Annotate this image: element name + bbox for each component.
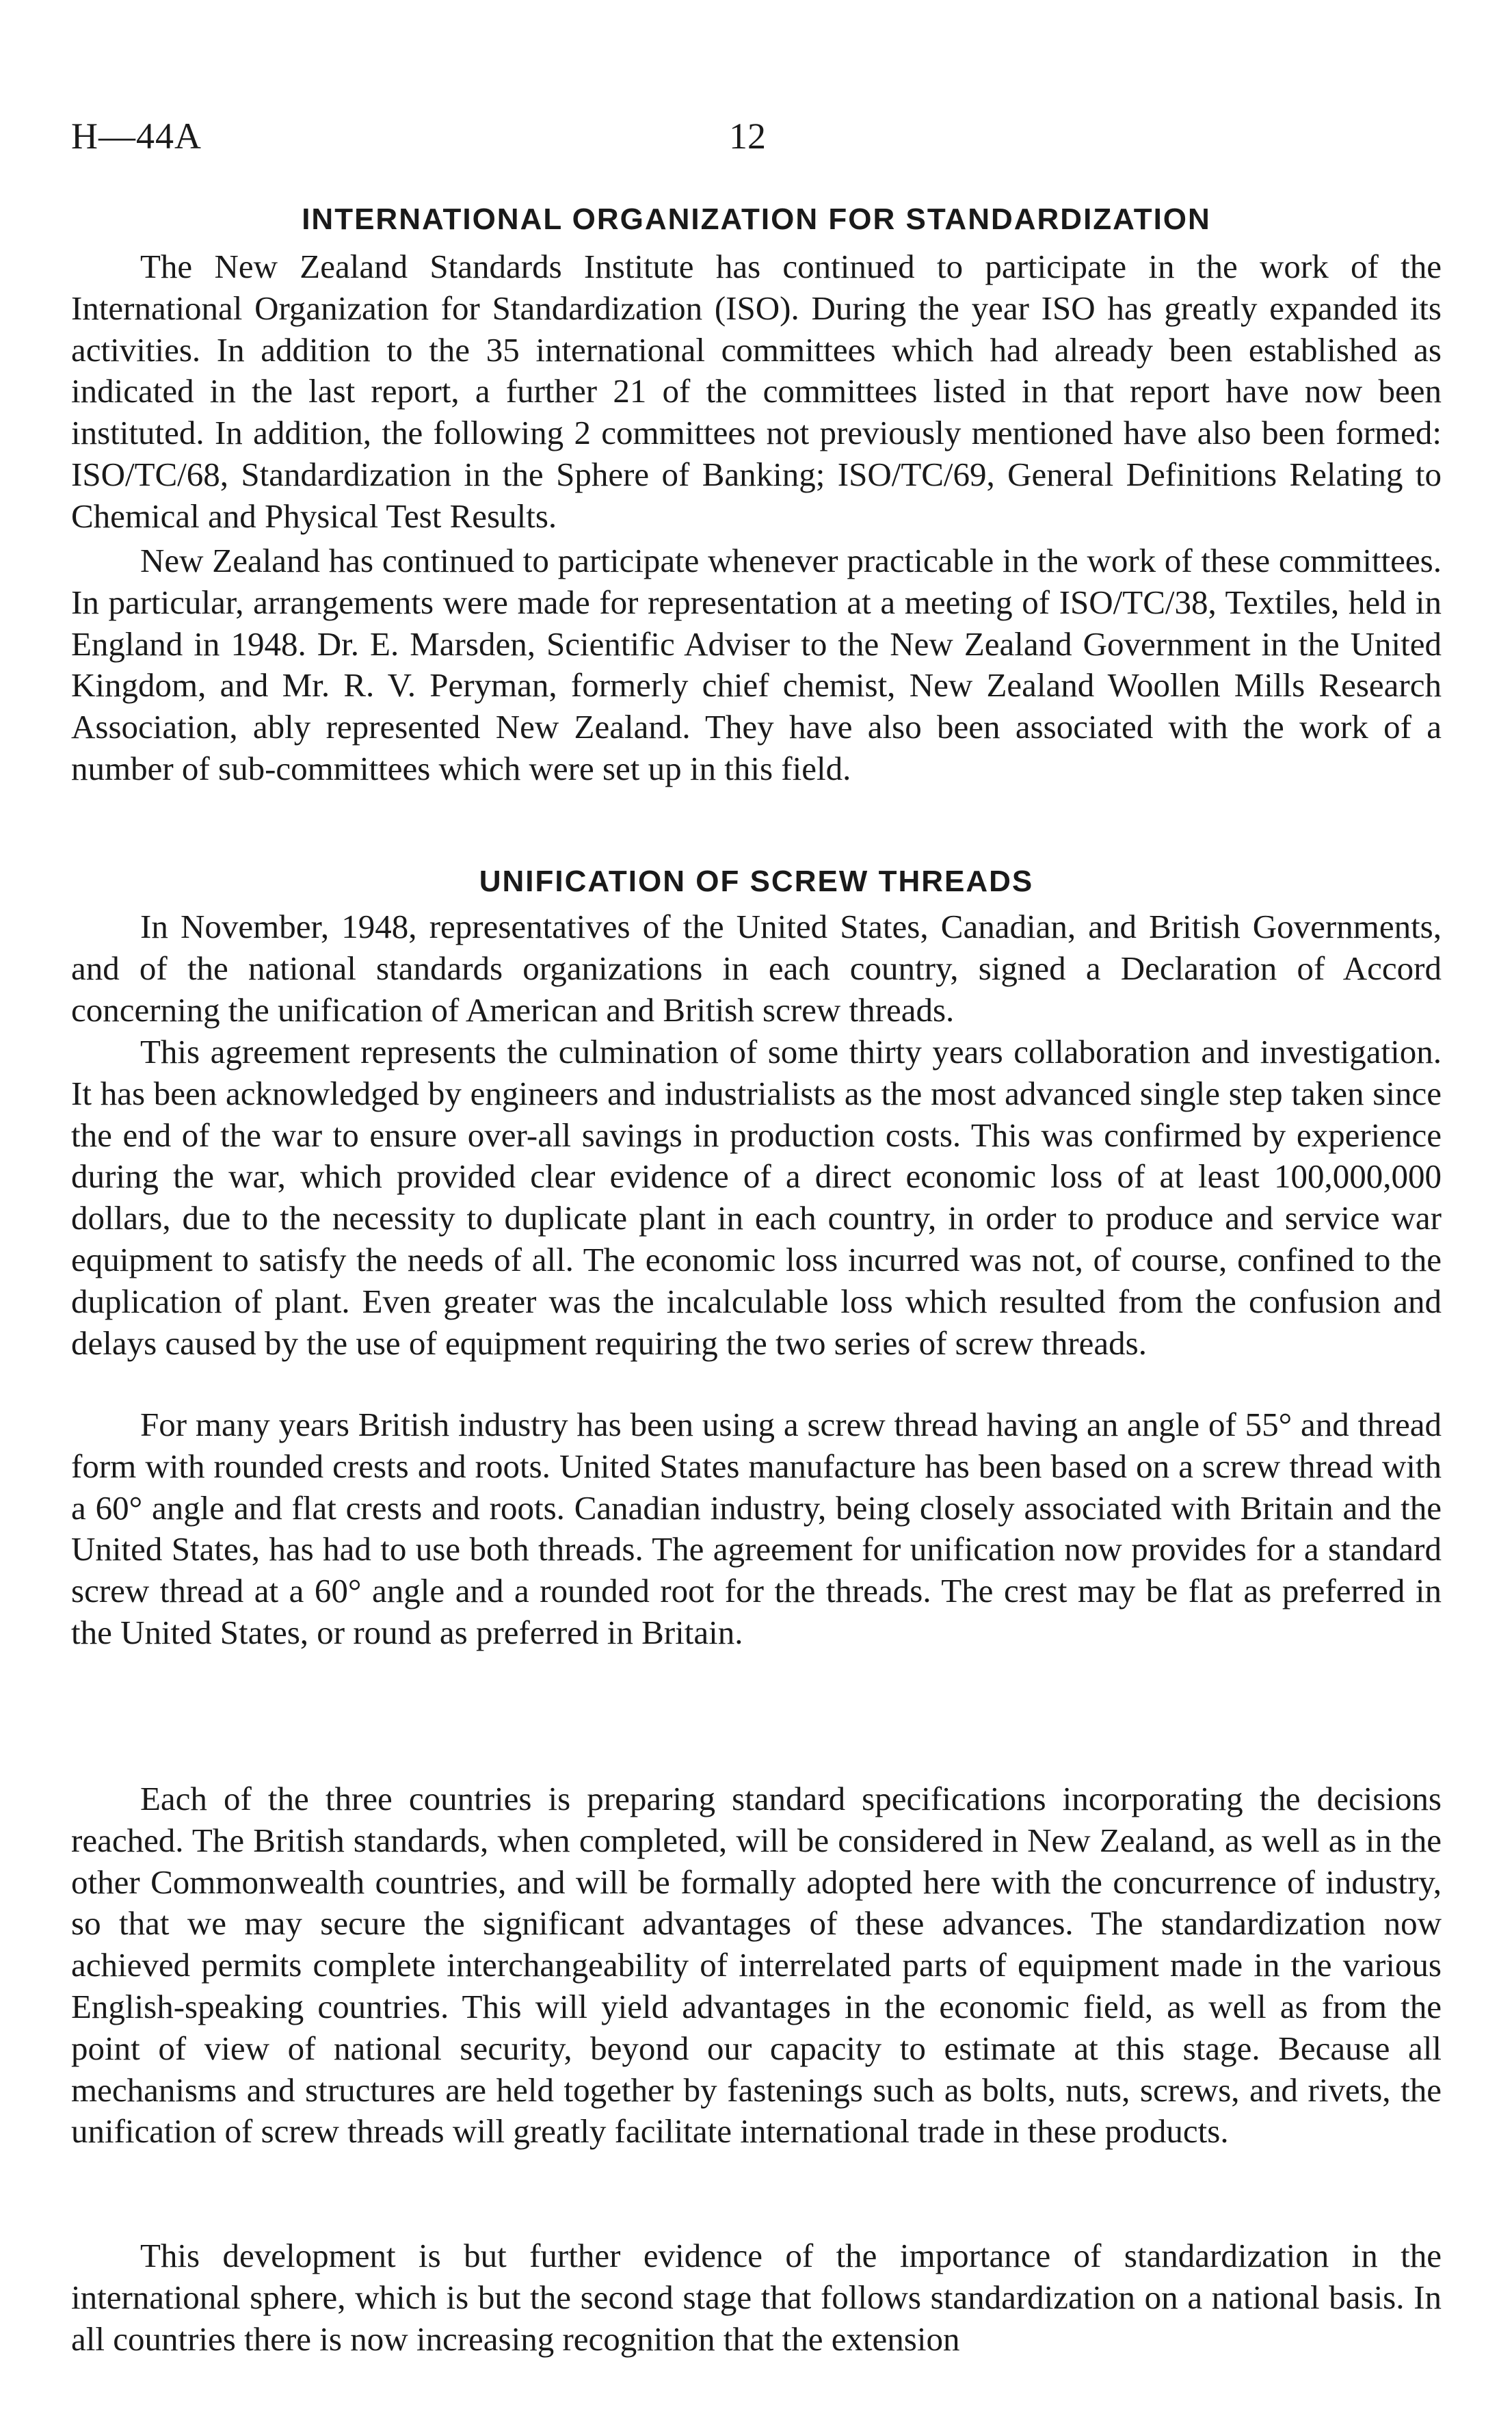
paragraph-international-sphere: This development is but further evidence of the importance of standardization in the international sphere, which is but the second stage that follows standardization on a national basis. In all countries there is now increasing recognition that the extension xyxy=(71,2237,1442,2358)
page-number: 12 xyxy=(729,116,766,157)
document-reference-code: H—44A xyxy=(71,116,202,157)
paragraph-standard-specifications: Each of the three countries is preparing standard specifications incorporating the decisions reached. The British standards, when completed, will be considered in New Zealand, as well as in the other Commonwealth countries, and will be formally adopted here with the concurrence of industry, so that we may secure the significant advantages of these advances. The standardization now achieved permits complete interchangeability of interrelated parts of equipment made in the various English-speaking countries. This will yield advantages in the economic field, as well as from the point of view of national security, beyond our capacity to estimate at this stage. Because all mechanisms and structures are held together by fastenings such as bolts, nuts, screws, and rivets, the unification of screw threads will greatly facilitate international trade in these products. xyxy=(71,1780,1442,2151)
paragraph-agreement-culmination: This agreement represents the culmination of some thirty years collaboration and investigation. It has been acknowledged by engineers and industrialists as the most advanced single step taken since the end of the war to ensure over-all savings in production costs. This was confirmed by experience during the war, which provided clear evidence of a direct economic loss of at least 100,000,000 dollars, due to the necessity to duplicate plant in each country, in order to produce and service war equipment to satisfy the needs of all. The economic loss incurred was not, of course, confined to the duplication of plant. Even greater was the incalculable loss which resulted from the confusion and delays caused by the use of equipment requiring the two series of screw threads. xyxy=(71,1033,1442,1362)
paragraph-thread-angles: For many years British industry has been using a screw thread having an angle of 55° and thread form with rounded crests and roots. United States manufacture has been based on a screw thread with a 60° angle and flat crests and roots. Canadian industry, being closely associated with Britain and the United States, has had to use both threads. The agreement for unification now provides for a standard screw thread at a 60° angle and a rounded root for the threads. The crest may be flat as preferred in the United States, or round as preferred in Britain. xyxy=(71,1406,1442,1651)
section-heading-iso: INTERNATIONAL ORGANIZATION FOR STANDARDIZATION xyxy=(302,202,1211,236)
section-heading-screw-threads: UNIFICATION OF SCREW THREADS xyxy=(479,865,1034,898)
paragraph-declaration-of-accord: In November, 1948, representatives of the United States, Canadian, and British Governments, and of the national standards organizations in each country, signed a Declaration of Accord concerning the unification of American and British screw threads. xyxy=(71,908,1442,1029)
paragraph-iso-participation: New Zealand has continued to participate whenever practicable in the work of these committees. In particular, arrangements were made for representation at a meeting of ISO/TC/38, Textiles, held in England in 1948. Dr. E. Marsden, Scientific Adviser to the New Zealand Government in the United Kingdom, and Mr. R. V. Peryman, formerly chief chemist, New Zealand Woollen Mills Research Association, ably represented New Zealand. They have also been associated with the work of a number of sub-committees which were set up in this field. xyxy=(71,542,1442,787)
paragraph-iso-activities: The New Zealand Standards Institute has continued to participate in the work of the International Organization for Standardization (ISO). During the year ISO has greatly expanded its activities. In addition to the 35 international committees which had already been established as indicated in the last report, a further 21 of the committees listed in that report have now been instituted. In addition, the following 2 committees not previously mentioned have also been formed: ISO/TC/68, Standardization in the Sphere of Banking; ISO/TC/69, General Definitions Relating to Chemical and Physical Test Results. xyxy=(71,248,1442,535)
